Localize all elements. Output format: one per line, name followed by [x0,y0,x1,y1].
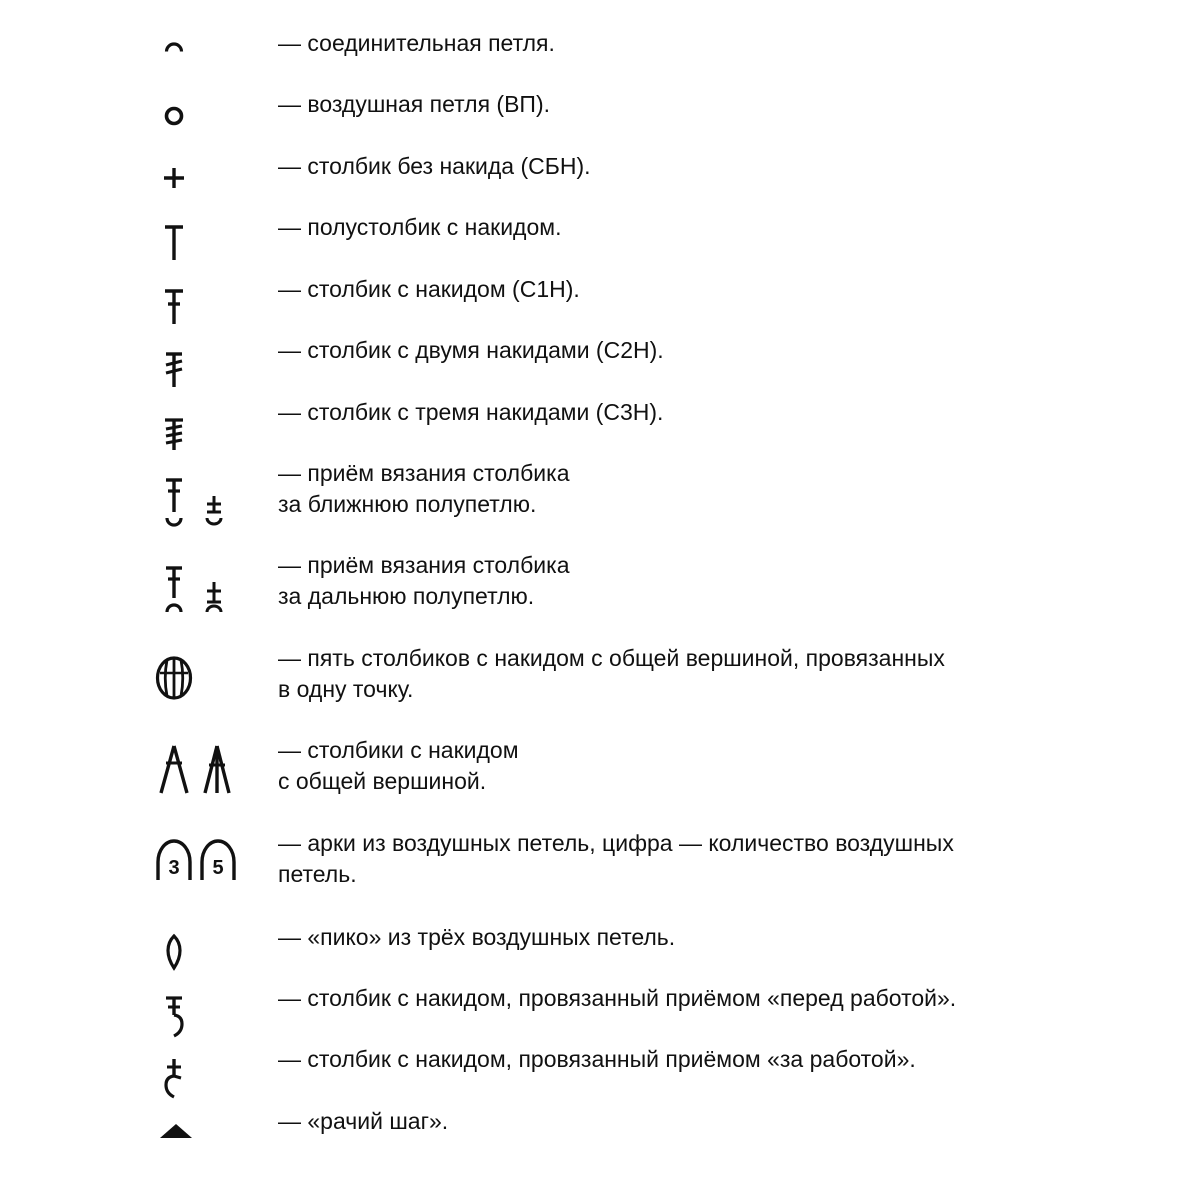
front-post-dc-icon [150,995,250,1039]
legend-description: — «пико» из трёх воздушных петель. [278,924,676,950]
picot-icon [150,932,250,972]
back-post-dc-icon [150,1056,250,1100]
double-crochet-icon [150,288,250,328]
five-dc-cluster-icon [150,655,250,705]
legend-description: — полустолбик с накидом. [278,214,562,240]
legend-description: — воздушная петля (ВП). [278,91,550,117]
legend-description: — арки из воздушных петель, цифра — количество воздушных петель. [278,830,954,887]
legend-description: — столбик с двумя накидами (С2Н). [278,337,664,363]
legend-description: — «рачий шаг». [278,1108,449,1134]
double-treble-crochet-icon [150,417,250,453]
slip-stitch-icon [150,36,250,60]
legend-description: — столбик с накидом, провязанный приёмом «за работой». [278,1046,916,1072]
legend-description: — приём вязания столбика за ближнюю полупетлю. [278,460,570,517]
legend-description: — столбик с тремя накидами (С3Н). [278,399,664,425]
chain-stitch-icon [150,97,250,127]
reverse-single-crochet-icon [150,1120,250,1144]
legend-description: — столбик с накидом, провязанный приёмом «перед работой». [278,985,957,1011]
arch-number-5: 5 [212,857,224,879]
single-crochet-icon [150,163,250,193]
legend-description: — столбик без накида (СБН). [278,153,591,179]
legend-description: — пять столбиков с накидом с общей вершиной, провязанных в одну точку. [278,645,945,702]
half-double-crochet-icon [150,224,250,264]
back-loop-icon [150,564,250,614]
legend-description: — столбик с накидом (С1Н). [278,276,580,302]
dc-together-icon [150,743,250,795]
legend-description: — столбики с накидом с общей вершиной. [278,737,519,794]
front-loop-icon [150,476,250,532]
arch-number-3: 3 [168,857,180,879]
chain-arches-icon [150,836,250,882]
legend-description: — приём вязания столбика за дальнюю полупетлю. [278,552,570,609]
treble-crochet-icon [150,351,250,391]
legend-description: — соединительная петля. [278,30,555,56]
